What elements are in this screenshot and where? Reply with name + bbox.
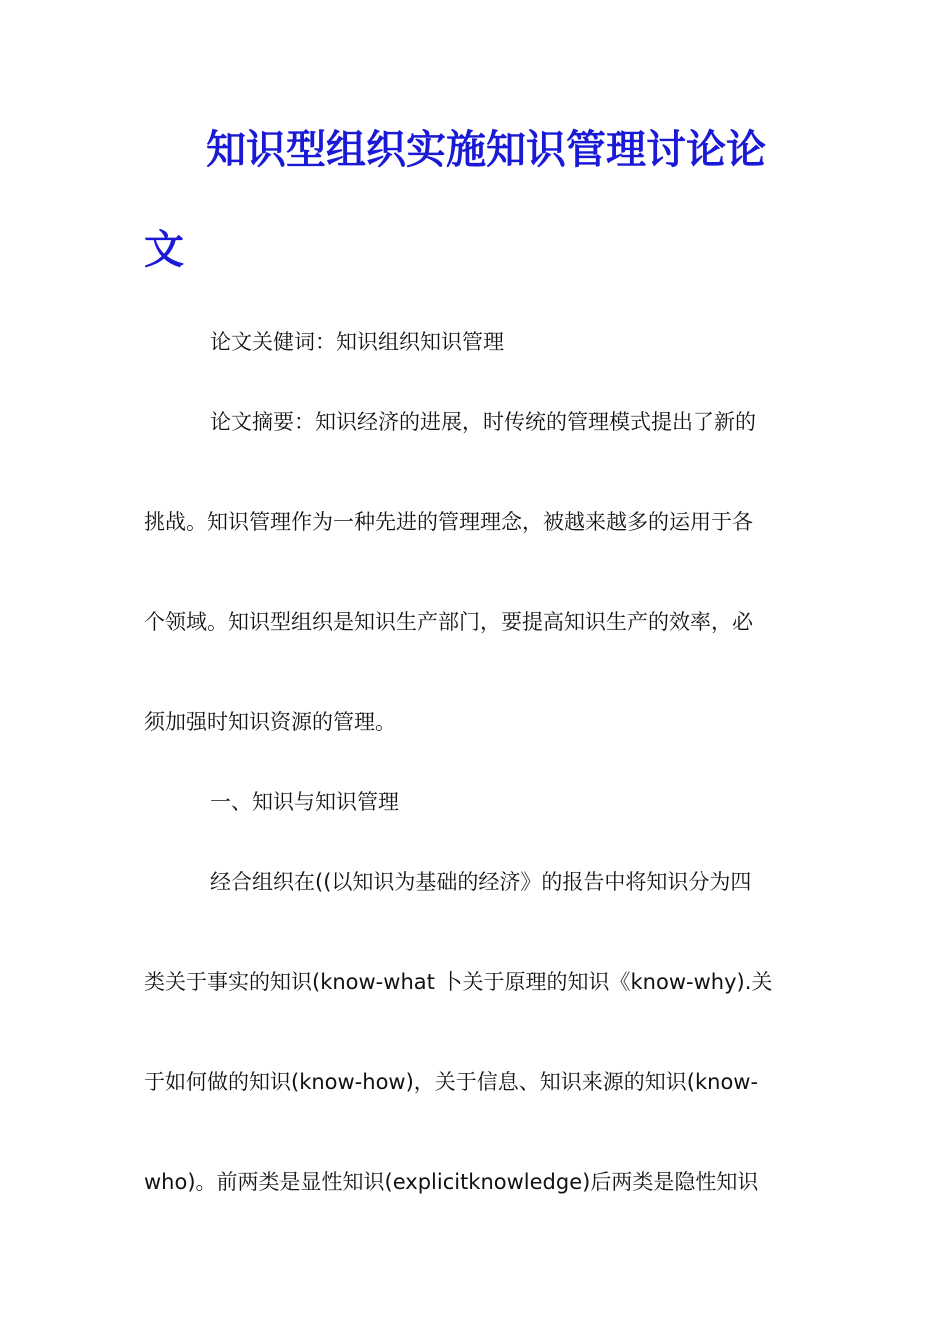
body-line-4: who)。前两类是显性知识(explicitknowledge)后两类是隐性知识 [144,1170,759,1194]
abstract-line-1: 论文摘要：知识经济的进展，时传统的管理模式提出了新的 [210,410,756,434]
document-title-line-1: 知识型组织实施知识管理讨论论 [206,126,766,173]
keywords-line: 论文关健词：知识组织知识管理 [210,330,504,354]
abstract-line-2: 挑战。知识管理作为一种先进的管理理念，被越来越多的运用于各 [144,510,753,534]
abstract-line-3: 个领域。知识型组织是知识生产部门，要提高知识生产的效率，必 [144,610,753,634]
body-line-1: 经合组织在((以知识为基础的经济》的报告中将知识分为四 [210,870,752,894]
document-title-line-2: 文 [144,226,184,273]
body-line-2: 类关于事实的知识(know-what 卜关于原理的知识《know-why).关 [144,970,773,994]
section-heading: 一、知识与知识管理 [210,790,399,814]
body-line-3: 于如何做的知识(know-how)，关于信息、知识来源的知识(know- [144,1070,759,1094]
abstract-line-4: 须加强时知识资源的管理。 [144,710,396,734]
